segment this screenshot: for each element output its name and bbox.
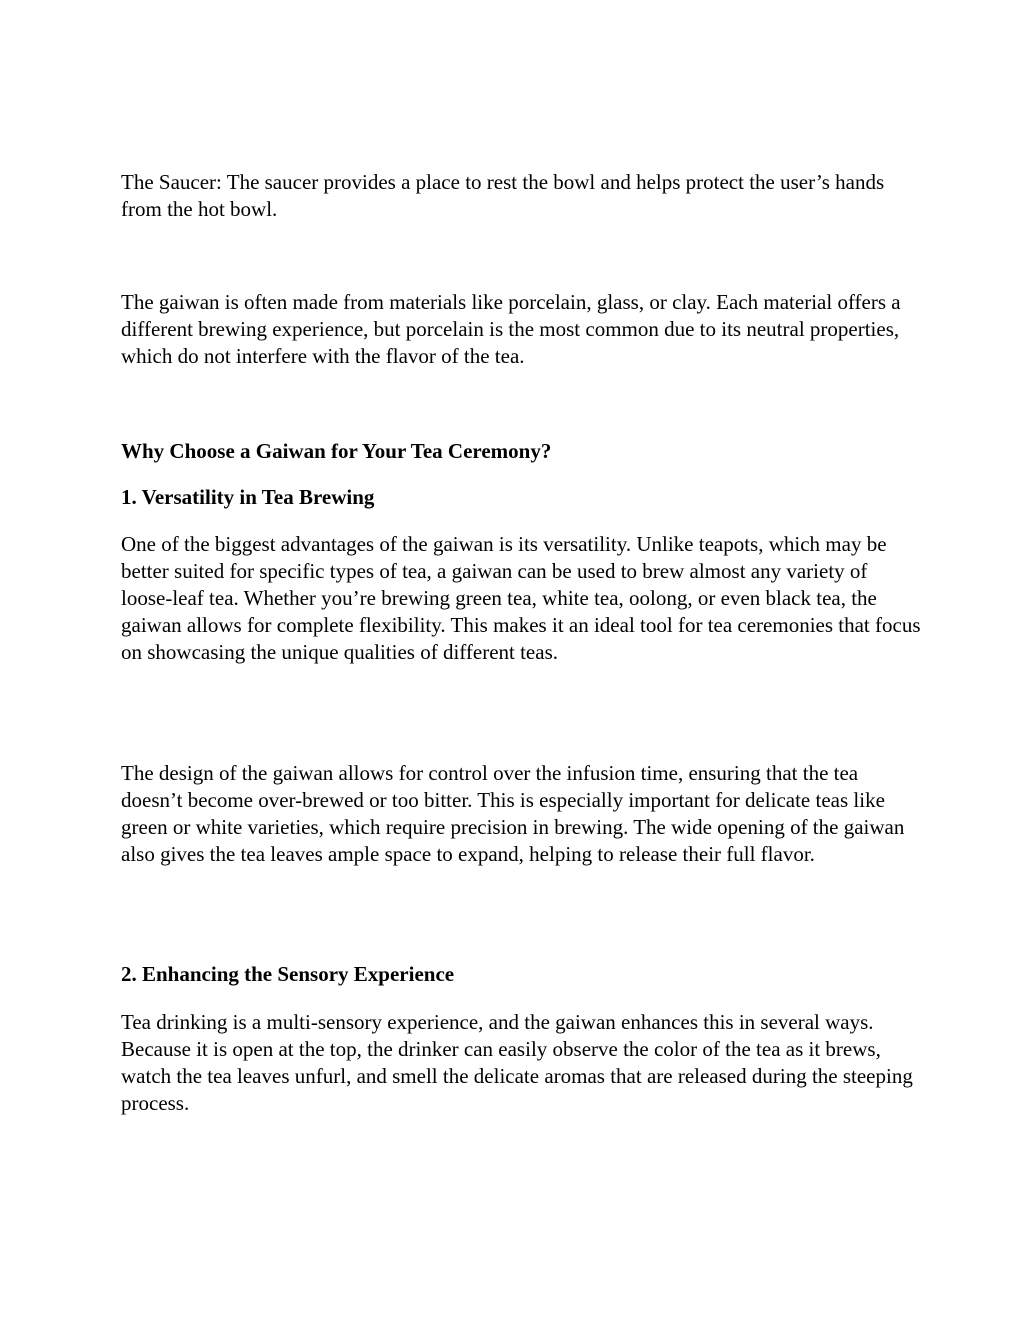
materials-paragraph: The gaiwan is often made from materials like porcelain, glass, or clay. Each material offers a different brewing experience, but porcelain is the most common due to its neutral properties, which do not interfere with the flavor of the tea. xyxy=(121,290,901,368)
versatility-paragraph: One of the biggest advantages of the gaiwan is its versatility. Unlike teapots, which may be better suited for specific types of tea, a gaiwan can be used to brew almost any variety of loose-leaf tea. Whether you’re brewing green tea, white tea, oolong, or even black tea, the gaiwan allows for complete flexibility. This makes it an ideal tool for tea ceremonies that focus on showcasing the unique qualities of different teas. xyxy=(121,532,921,664)
sensory-paragraph: Tea drinking is a multi-sensory experience, and the gaiwan enhances this in several ways. Because it is open at the top, the drinker can easily observe the color of the tea as it brews, watch the tea leaves unfurl, and smell the delicate aromas that are released during the steeping process. xyxy=(121,1010,913,1115)
design-paragraph: The design of the gaiwan allows for control over the infusion time, ensuring that the tea doesn’t become over-brewed or too bitter. This is especially important for delicate teas like green or white varieties, which require precision in brewing. The wide opening of the gaiwan also gives the tea leaves ample space to expand, helping to release their full flavor. xyxy=(121,761,905,866)
sensory-heading: 2. Enhancing the Sensory Experience xyxy=(121,962,455,986)
versatility-heading: 1. Versatility in Tea Brewing xyxy=(121,485,375,509)
saucer-paragraph: The Saucer: The saucer provides a place to rest the bowl and helps protect the user’s hands from the hot bowl. xyxy=(121,170,885,221)
why-choose-heading: Why Choose a Gaiwan for Your Tea Ceremony? xyxy=(121,439,552,463)
